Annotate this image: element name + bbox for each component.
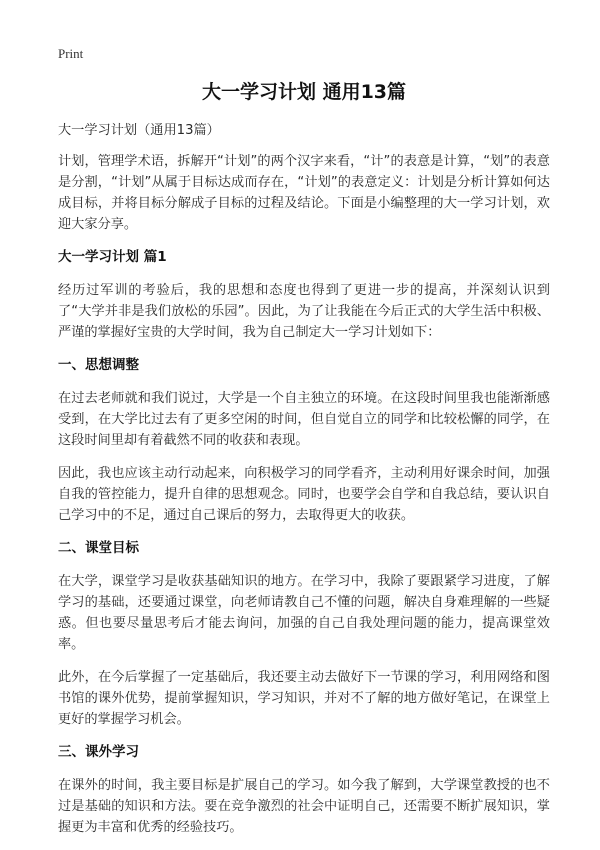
paragraph: 在大学，课堂学习是收获基础知识的地方。在学习中，我除了要跟紧学习进度，了解学习的基础，还要通过课堂，向老师请教自己不懂的问题，解决自身难理解的一些疑惑。但也要尽量思考后才能去询问，加强的自己自我处理问题的能力，提高课堂效率。 <box>58 574 550 652</box>
paragraph: 此外，在今后掌握了一定基础后，我还要主动去做好下一节课的学习，利用网络和图书馆的课外优势，提前掌握知识，学习知识，并对不了解的地方做好笔记，在课堂上更好的掌握学习机会。 <box>58 670 550 727</box>
heading-extracurricular-study: 三、课外学习 <box>58 744 139 760</box>
section-heading: 大一学习计划 篇1 <box>58 249 167 265</box>
heading-thought-adjustment: 一、思想调整 <box>58 357 139 373</box>
document-subtitle: 大一学习计划（通用13篇） <box>58 123 220 138</box>
heading-classroom-goals: 二、课堂目标 <box>58 540 139 556</box>
print-link[interactable]: Print <box>58 46 84 61</box>
paragraph: 在课外的时间，我主要目标是扩展自己的学习。如今我了解到，大学课堂教授的也不过是基础的知识和方法。要在竞争激烈的社会中证明自己，还需要不断扩展知识，掌握更为丰富和优秀的经验技巧。 <box>58 778 550 835</box>
paragraph: 因此，我也应该主动行动起来，向积极学习的同学看齐，主动利用好课余时间，加强自我的管控能力，提升自律的思想观念。同时，也要学会自学和自我总结，要认识自己学习中的不足，通过自己课后的努力，去取得更大的收获。 <box>58 466 550 523</box>
paragraph: 在过去老师就和我们说过，大学是一个自主独立的环境。在这段时间里我也能渐渐感受到，在大学比过去有了更多空闲的时间，但自觉自立的同学和比较松懈的同学，在这段时间里却有着截然不同的收获和表现。 <box>58 391 550 448</box>
section-intro-paragraph: 经历过军训的考验后，我的思想和态度也得到了更进一步的提高，并深刻认识到了“大学并非是我们放松的乐园”。因此，为了让我能在今后正式的大学生活中积极、严谨的掌握好宝贵的大学时间，我为自己制定大一学习计划如下： <box>58 283 550 340</box>
document-title: 大一学习计划 通用13篇 <box>201 81 407 103</box>
document-body <box>58 120 550 850</box>
intro-paragraph: 计划，管理学术语，拆解开“计划”的两个汉字来看，“计”的表意是计算，“划”的表意是分割，“计划”从属于目标达成而存在，“计划”的表意定义：计划是分析计算如何达成目标，并将目标分解成子目标的过程及结论。下面是小编整理的大一学习计划，欢迎大家分享。 <box>58 154 550 232</box>
